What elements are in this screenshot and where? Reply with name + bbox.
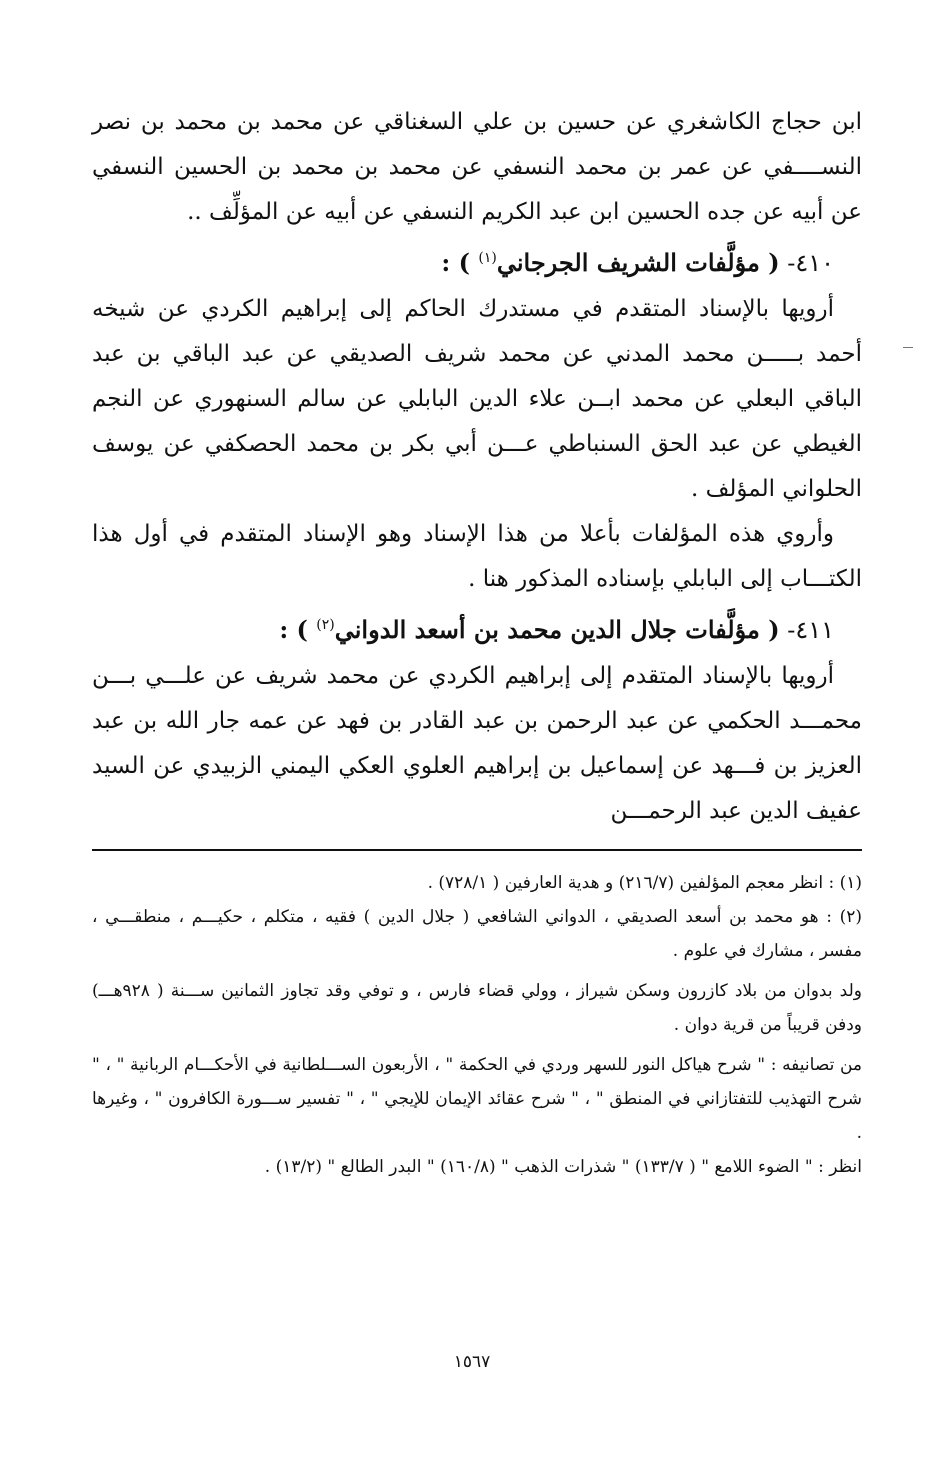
paragraph-jurjani-isnad: أرويها بالإسناد المتقدم في مستدرك الحاكم إلى إبراهيم الكردي عن شيخه أحمد بـــــن محمد المدني عن محمد شريف الصديقي عن عبد الباقي بن عبد الباقي البعلي عن محمد ابــن علاء الدين البابلي عن سالم السنهوري عن النجم الغيطي عن عبد الحق السنباطي عـــن أبي بكر بن محمد الحصكفي عن يوسف الحلواني المؤلف . xyxy=(92,296,862,502)
footnote-ref-2: (٢) xyxy=(316,617,335,633)
heading-410 xyxy=(92,235,862,287)
footnote-ref-1: (١) xyxy=(478,250,497,266)
footnote-2-birth-death: ولد بدوان من بلاد كازرون وسكن شيراز ، وولي قضاء فارس ، و توفي وقد تجاوز الثمانين ســـنة ( ٩٢٨هـــ) ودفن قريباً من قرية دوان . xyxy=(92,981,862,1035)
footnote-separator xyxy=(92,849,862,851)
paragraph-higher-isnad: وأروي هذه المؤلفات بأعلا من هذا الإسناد وهو الإسناد المتقدم في أول هذا الكتـــاب إلى البابلي بإسناده المذكور هنا . xyxy=(92,521,862,592)
heading-411-title: ( مؤلَّفات جلال الدين محمد بن أسعد الدواني xyxy=(334,615,780,644)
footnotes xyxy=(92,866,862,1184)
margin-mark xyxy=(903,347,913,348)
footnote-2-works: من تصانيفه : " شرح هياكل النور للسهر وردي في الحكمة " ، الأربعون الســـلطانية في الأحكـــام الربانية " ، " شرح التهذيب للتفتازاني في المنطق " ، " شرح عقائد الإيمان للإيجي " ، " تفسير ســـورة الكافرون " ، وغيرها . xyxy=(92,1055,862,1143)
paragraph-dawani-isnad: أرويها بالإسناد المتقدم إلى إبراهيم الكردي عن محمد شريف عن علـــي بـــن محمـــد الحكمي عن عبد الرحمن بن عبد القادر بن فهد عن عمه جار الله بن عبد العزيز بن فـــهد عن إسماعيل بن إبراهيم العلوي العكي اليمني الزبيدي عن السيد عفيف الدين عبد الرحمـــن xyxy=(92,663,862,824)
paragraph-isnad-nasafi: ابن حجاج الكاشغري عن حسين بن علي السغناقي عن محمد بن محمد بن نصر النســــفي عن عمر بن محمد النسفي عن محمد بن محمد بن الحسين النسفي عن أبيه عن جده الحسين ابن عبد الكريم النسفي عن أبيه عن المؤلِّف .. xyxy=(92,109,862,225)
heading-410-number: ٤١٠- xyxy=(779,249,834,277)
page-number: ١٥٦٧ xyxy=(453,1352,491,1372)
heading-410-end: ) : xyxy=(441,248,479,277)
footnote-2-sources: انظر : " الضوء اللامع " ( ١٣٣/٧) " شذرات الذهب " (١٦٠/٨) " البدر الطالع " (١٣/٢) . xyxy=(264,1157,862,1177)
heading-410-title: ( مؤلَّفات الشريف الجرجاني xyxy=(496,248,780,277)
heading-411 xyxy=(92,602,862,654)
footnote-2: (٢) : هو محمد بن أسعد الصديقي ، الدواني الشافعي ( جلال الدين ) فقيه ، متكلم ، حكيـــم ، منطقـــي ، مفسر ، مشارك في علوم . xyxy=(92,907,862,961)
main-text xyxy=(92,100,862,834)
footnote-1: (١) : انظر معجم المؤلفين (٢١٦/٧) و هدية العارفين ( ٧٢٨/١) . xyxy=(427,873,862,893)
heading-411-number: ٤١١- xyxy=(779,616,834,644)
heading-411-end: ) : xyxy=(279,615,317,644)
